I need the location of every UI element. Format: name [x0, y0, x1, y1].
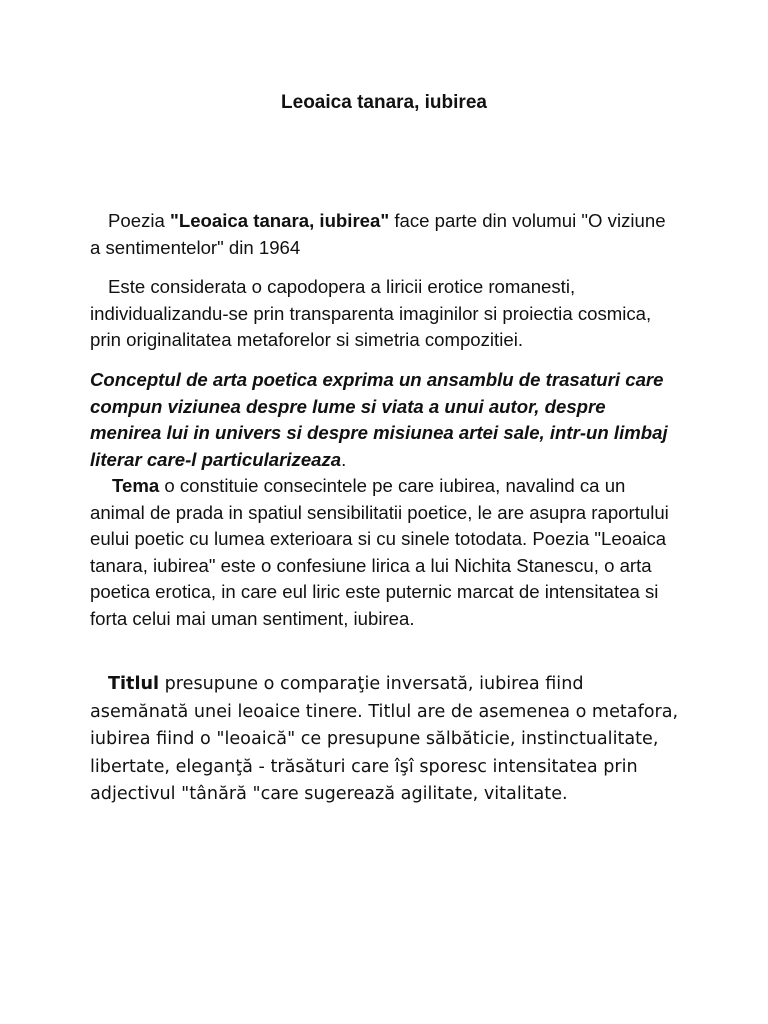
titlul-paragraph: [90, 671, 680, 809]
intro-paragraph: [90, 208, 680, 261]
capodopera-text: Este considerata o capodopera a liricii erotice romanesti, individualizandu-se prin transparenta imaginilor si proiectia cosmica, prin originalitatea metaforelor si simetria compozitiei.: [90, 276, 652, 350]
capodopera-paragraph: [90, 274, 680, 354]
tema-text: o constituie consecintele pe care iubirea, navalind ca un animal de prada in spatiul sensibilitatii poetice, le are asupra raportului eului poetic cu lumea exterioara si cu sinele totodata. Poezia "Leoaica tanara, iubirea" este o confesiune lirica a lui Nichita Stanescu, o arta poetica erotica, in care eul liric este puternic marcat de intensitatea si forta celui mai uman sentiment, iubirea.: [90, 475, 669, 629]
titlul-term: Titlul: [108, 674, 160, 694]
document-title: Leoaica tanara, iubirea: [281, 92, 487, 113]
tema-term: Tema: [112, 475, 160, 496]
titlul-text: presupune o comparaţie inversată, iubirea fiind asemănată unei leoaice tinere. Titlul are de asemenea o metafora, iubirea fiind o "leoaică" ce presupune sălbăticie, instinctualitate, libertate, eleganţă - trăsături care îşî sporesc intensitatea prin adjectivul "tânără "care sugerează agilitate, vitalitate.: [90, 674, 679, 804]
intro-text-end: face parte din volumui "O viziune a sentimentelor" din 1964: [90, 210, 666, 258]
arta-poetica-period: .: [341, 448, 347, 470]
intro-text-start: Poezia: [108, 210, 171, 231]
arta-poetica-paragraph: [90, 367, 680, 473]
arta-poetica-text: Conceptul de arta poetica exprima un ansamblu de trasaturi care compun viziunea despre lume si viata a unui autor, despre menirea lui in univers si despre misiunea artei sale, intr-un limbaj literar care-l particularizeaza: [90, 369, 668, 470]
tema-paragraph: [90, 473, 680, 632]
poem-title-bold: "Leoaica tanara, iubirea": [170, 210, 390, 231]
